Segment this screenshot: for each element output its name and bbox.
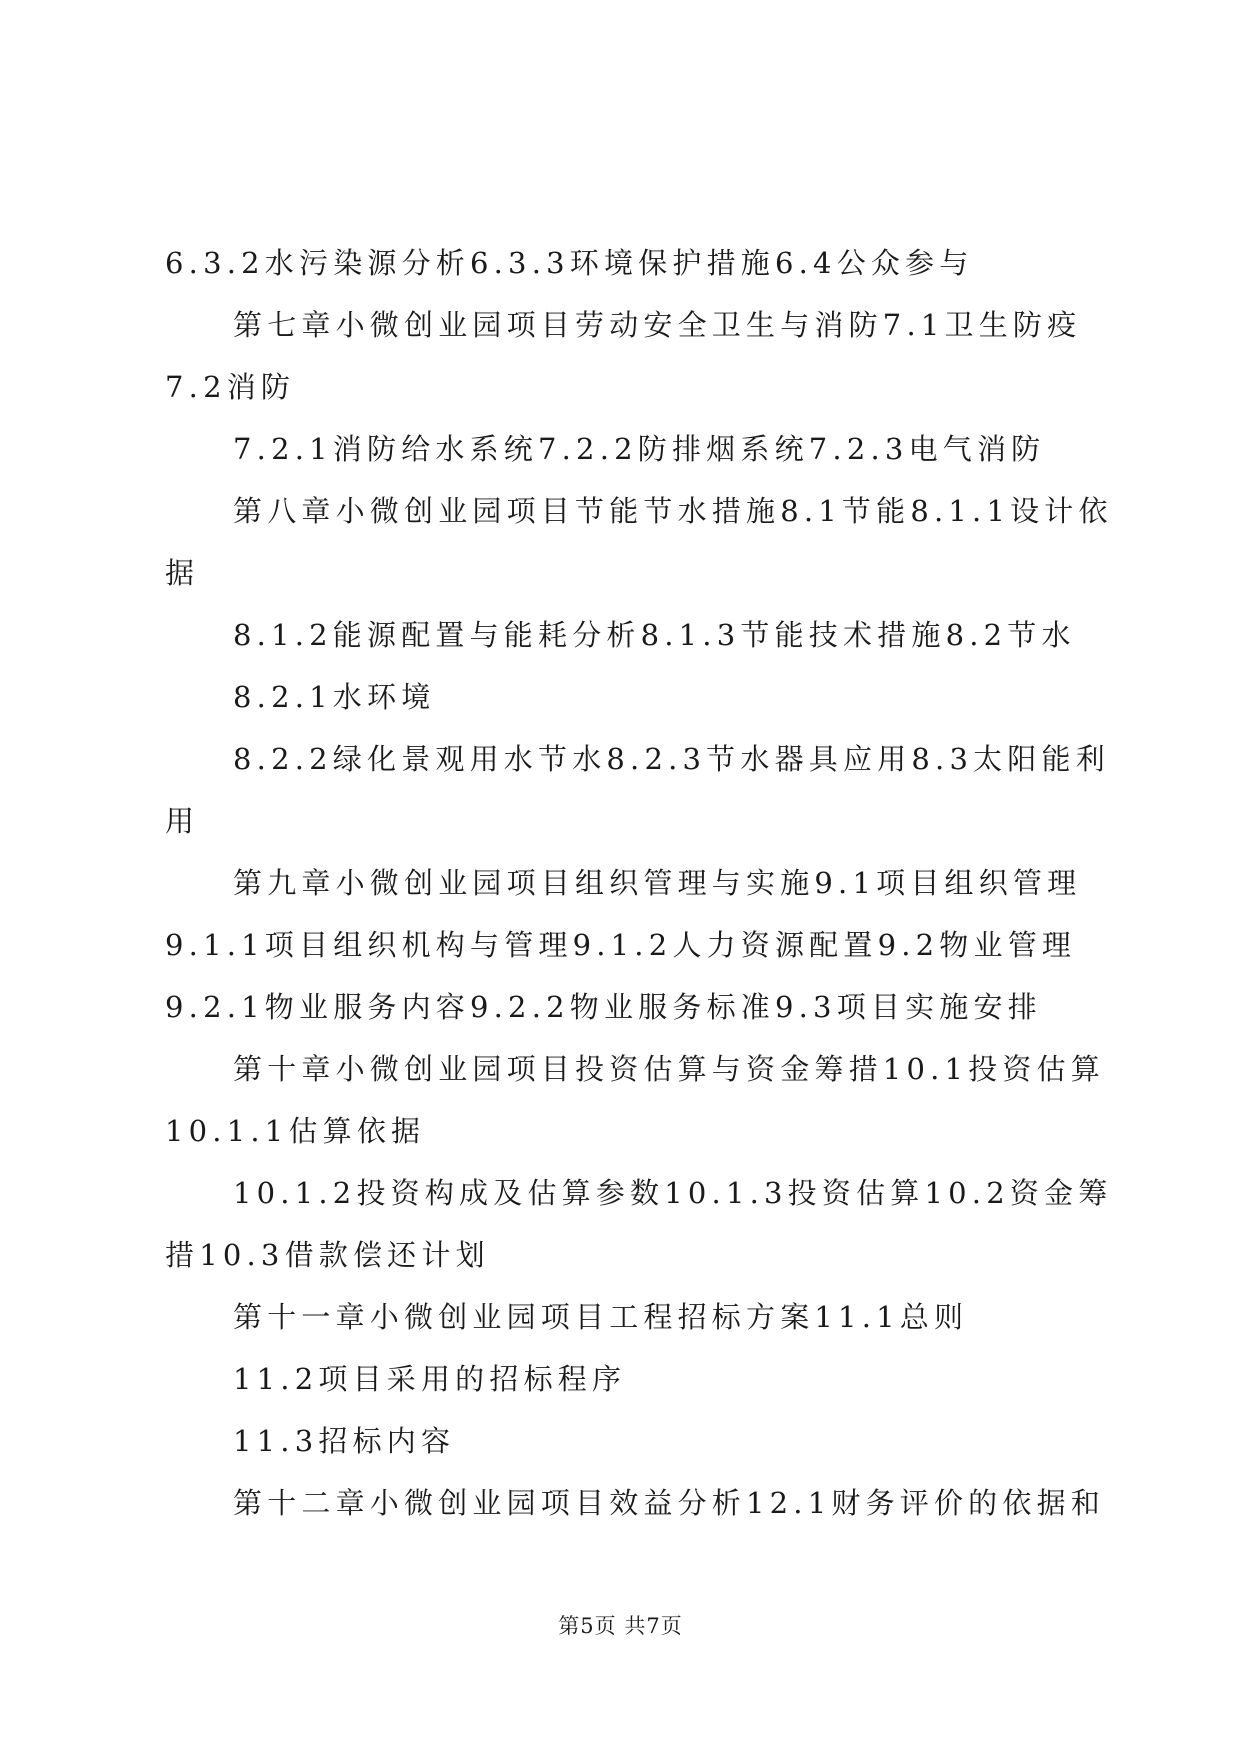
text-line: 6.3.2水污染源分析6.3.3环境保护措施6.4公众参与 [165,246,974,280]
text-line: 8.2.2绿化景观用水节水8.2.3节水器具应用8.3太阳能利 [233,742,1110,776]
text-line: 7.2消防 [165,370,296,404]
text-line: 第九章小微创业园项目组织管理与实施9.1项目组织管理 [233,866,1082,900]
text-line: 第十二章小微创业园项目效益分析12.1财务评价的依据和 [233,1486,1105,1520]
text-line: 7.2.1消防给水系统7.2.2防排烟系统7.2.3电气消防 [233,432,1046,466]
text-line: 11.2项目采用的招标程序 [233,1362,627,1396]
text-line: 第十一章小微创业园项目工程招标方案11.1总则 [233,1300,969,1334]
text-line: 第七章小微创业园项目劳动安全卫生与消防7.1卫生防疫 [233,308,1082,342]
text-line: 用 [165,804,200,838]
text-line: 11.3招标内容 [233,1424,456,1458]
text-line: 据 [165,556,200,590]
text-line: 8.1.2能源配置与能耗分析8.1.3节能技术措施8.2节水 [233,618,1076,652]
text-line: 9.2.1物业服务内容9.2.2物业服务标准9.3项目实施安排 [165,990,1042,1024]
text-line: 9.1.1项目组织机构与管理9.1.2人力资源配置9.2物业管理 [165,928,1077,962]
text-line: 10.1.1估算依据 [165,1114,426,1148]
text-line: 措10.3借款偿还计划 [165,1238,490,1272]
document-body [165,232,1113,1534]
text-line: 第八章小微创业园项目节能节水措施8.1节能8.1.1设计依 [233,494,1113,528]
text-line: 10.1.2投资构成及估算参数10.1.3投资估算10.2资金筹 [233,1176,1113,1210]
text-line: 第十章小微创业园项目投资估算与资金筹措10.1投资估算 [233,1052,1105,1086]
text-line: 8.2.1水环境 [233,680,436,714]
page-footer: 第5页 共7页 [558,1614,683,1638]
